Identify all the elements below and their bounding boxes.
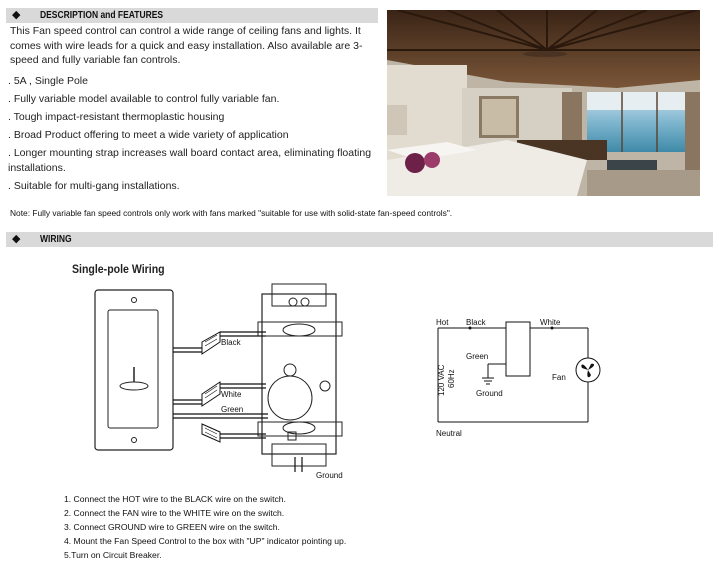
schematic-label-white: White [540, 318, 561, 327]
feature-item: . 5A , Single Pole [8, 75, 88, 87]
wire-label-black: Black [221, 338, 241, 347]
description-section-header [6, 8, 378, 23]
intro-paragraph: This Fan speed control can control a wide range of ceiling fans and lights. It comes with wire leads for a quick and easy installation. Also available are 3-speed and fully variable fan controls. [10, 25, 363, 66]
feature-item: . Fully variable model available to control fully variable fan. [8, 93, 280, 105]
wiring-section-header [6, 232, 713, 247]
features-list [8, 74, 383, 197]
feature-item: . Suitable for multi-gang installations. [8, 179, 180, 192]
wire-label-ground: Ground [316, 471, 343, 480]
feature-item: . Longer mounting strap increases wall board contact area, eliminating floating installations. [8, 147, 372, 174]
single-pole-wiring-diagram [90, 282, 370, 482]
diamond-bullet-icon: ◆ [12, 233, 21, 245]
schematic-label-voltage: 120 VAC [437, 364, 446, 396]
step-item: 4. Mount the Fan Speed Control to the box with "UP" indicator pointing up. [64, 536, 347, 546]
schematic-label-hot: Hot [436, 318, 449, 327]
single-pole-wiring-title: Single-pole Wiring [72, 262, 165, 276]
schematic-label-ground: Ground [476, 389, 503, 398]
installation-steps [64, 492, 346, 562]
room-photo [387, 10, 700, 196]
step-item: 3. Connect GROUND wire to GREEN wire on the switch. [64, 522, 280, 532]
schematic-label-green: Green [466, 352, 489, 361]
step-item: 2. Connect the FAN wire to the WHITE wire on the switch. [64, 508, 285, 518]
step-item: 5.Turn on Circuit Breaker. [64, 550, 162, 560]
schematic-label-black: Black [466, 318, 486, 327]
schematic-label-neutral: Neutral [436, 429, 462, 438]
wire-label-white: White [221, 390, 242, 399]
wiring-section-title: WIRING [40, 234, 72, 245]
diamond-bullet-icon: ◆ [12, 9, 21, 21]
wiring-schematic [428, 312, 618, 442]
schematic-label-frequency: 60Hz [447, 369, 456, 388]
step-item: 1. Connect the HOT wire to the BLACK wire on the switch. [64, 494, 286, 504]
description-section-title: DESCRIPTION and FEATURES [40, 10, 164, 21]
feature-item: . Broad Product offering to meet a wide variety of application [8, 129, 289, 141]
wire-label-green: Green [221, 405, 244, 414]
feature-item: . Tough impact-resistant thermoplastic housing [8, 111, 225, 123]
compatibility-note: Note: Fully variable fan speed controls only work with fans marked "suitable for use with solid-state fan-speed controls". [10, 208, 453, 218]
schematic-label-fan: Fan [552, 373, 566, 382]
